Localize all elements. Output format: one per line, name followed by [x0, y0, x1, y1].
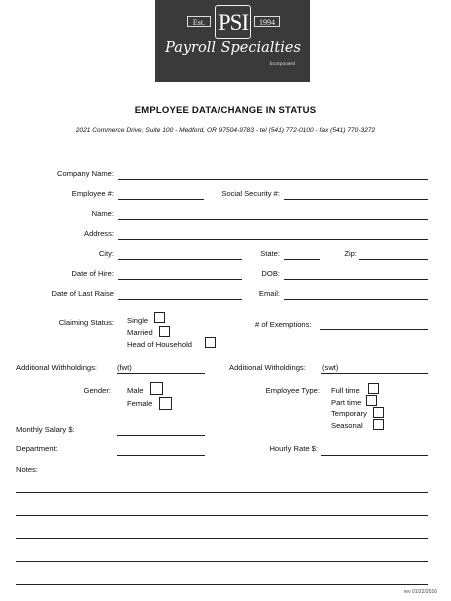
notes-line[interactable] [16, 584, 428, 585]
email-label: Email: [258, 289, 280, 298]
company-name-field[interactable] [118, 179, 428, 180]
name-field[interactable] [118, 219, 428, 220]
ssn-field[interactable] [284, 199, 428, 200]
exemptions-field[interactable] [320, 329, 428, 330]
exemptions-label: # of Exemptions: [255, 320, 312, 329]
date-of-hire-label: Date of Hire: [71, 269, 114, 278]
zip-field[interactable] [359, 259, 428, 260]
part-time-checkbox[interactable] [366, 395, 377, 406]
married-checkbox[interactable] [159, 326, 170, 337]
add-witholdings-swt-label: Additional Witholdings: [229, 363, 306, 372]
logo-company-name: Payroll Specialties [165, 40, 301, 56]
add-witholdings-swt-field[interactable] [321, 373, 428, 374]
logo-est-text: Est. [187, 16, 211, 27]
notes-line[interactable] [16, 492, 428, 493]
single-label: Single [127, 316, 149, 325]
gender-label: Gender: [83, 386, 111, 395]
department-label: Department: [16, 444, 58, 453]
hourly-rate-field[interactable] [321, 455, 428, 456]
notes-line[interactable] [16, 515, 428, 516]
company-name-label: Company Name: [57, 169, 114, 178]
monthly-salary-field[interactable] [117, 435, 205, 436]
part-time-label: Part time [331, 398, 362, 407]
married-label: Married [127, 328, 153, 337]
claiming-status-label: Claiming Status: [58, 318, 114, 327]
hourly-rate-label: Hourly Rate $: [269, 444, 318, 453]
address-label: Address: [84, 229, 114, 238]
employee-type-label: Employee Type: [265, 386, 320, 395]
temporary-checkbox[interactable] [373, 407, 384, 418]
employee-number-label: Employee #: [71, 189, 114, 198]
seasonal-checkbox[interactable] [373, 419, 384, 430]
seasonal-label: Seasonal [331, 421, 363, 430]
fwt-label: (fwt) [117, 363, 132, 372]
address-field[interactable] [118, 239, 428, 240]
company-logo [155, 0, 310, 82]
date-of-hire-field[interactable] [118, 279, 242, 280]
logo-incorporated-text: Incorporated [269, 62, 295, 67]
date-last-raise-label: Date of Last Raise [51, 289, 114, 298]
logo-mark: PSI [215, 5, 251, 39]
logo-year-text: 1994 [254, 16, 280, 27]
full-time-checkbox[interactable] [368, 383, 379, 394]
dob-label: DOB: [261, 269, 280, 278]
add-withholdings-fwt-label: Additional Withholdings: [16, 363, 98, 372]
city-field[interactable] [118, 259, 242, 260]
state-field[interactable] [284, 259, 320, 260]
male-checkbox[interactable] [150, 382, 163, 395]
revision-date: rev 01/22/2016 [403, 589, 437, 595]
head-of-household-checkbox[interactable] [205, 337, 216, 348]
male-label: Male [127, 386, 144, 395]
temporary-label: Temporary [331, 409, 367, 418]
notes-line[interactable] [16, 561, 428, 562]
date-last-raise-field[interactable] [118, 299, 242, 300]
name-label: Name: [91, 209, 114, 218]
swt-label: (swt) [322, 363, 339, 372]
add-withholdings-fwt-field[interactable] [117, 373, 205, 374]
employee-number-field[interactable] [118, 199, 204, 200]
city-label: City: [98, 249, 114, 258]
full-time-label: Full time [331, 386, 360, 395]
department-field[interactable] [117, 455, 205, 456]
email-field[interactable] [284, 299, 428, 300]
company-address: 2021 Commerce Drive, Suite 100 - Medford, OR 97504-9783 - tel (541) 772-0100 - fax (541) 770-3272 [75, 127, 376, 134]
ssn-label: Social Security #: [221, 189, 280, 198]
female-checkbox[interactable] [159, 397, 172, 410]
dob-field[interactable] [284, 279, 428, 280]
notes-label: Notes: [16, 465, 38, 474]
head-of-household-label: Head of Household [127, 340, 193, 349]
form-title: EMPLOYEE DATA/CHANGE IN STATUS [134, 105, 317, 116]
single-checkbox[interactable] [154, 312, 165, 323]
state-label: State: [260, 249, 280, 258]
monthly-salary-label: Monthly Salary $: [16, 425, 75, 434]
zip-label: Zip: [344, 249, 357, 258]
female-label: Female [127, 399, 153, 408]
notes-line[interactable] [16, 538, 428, 539]
